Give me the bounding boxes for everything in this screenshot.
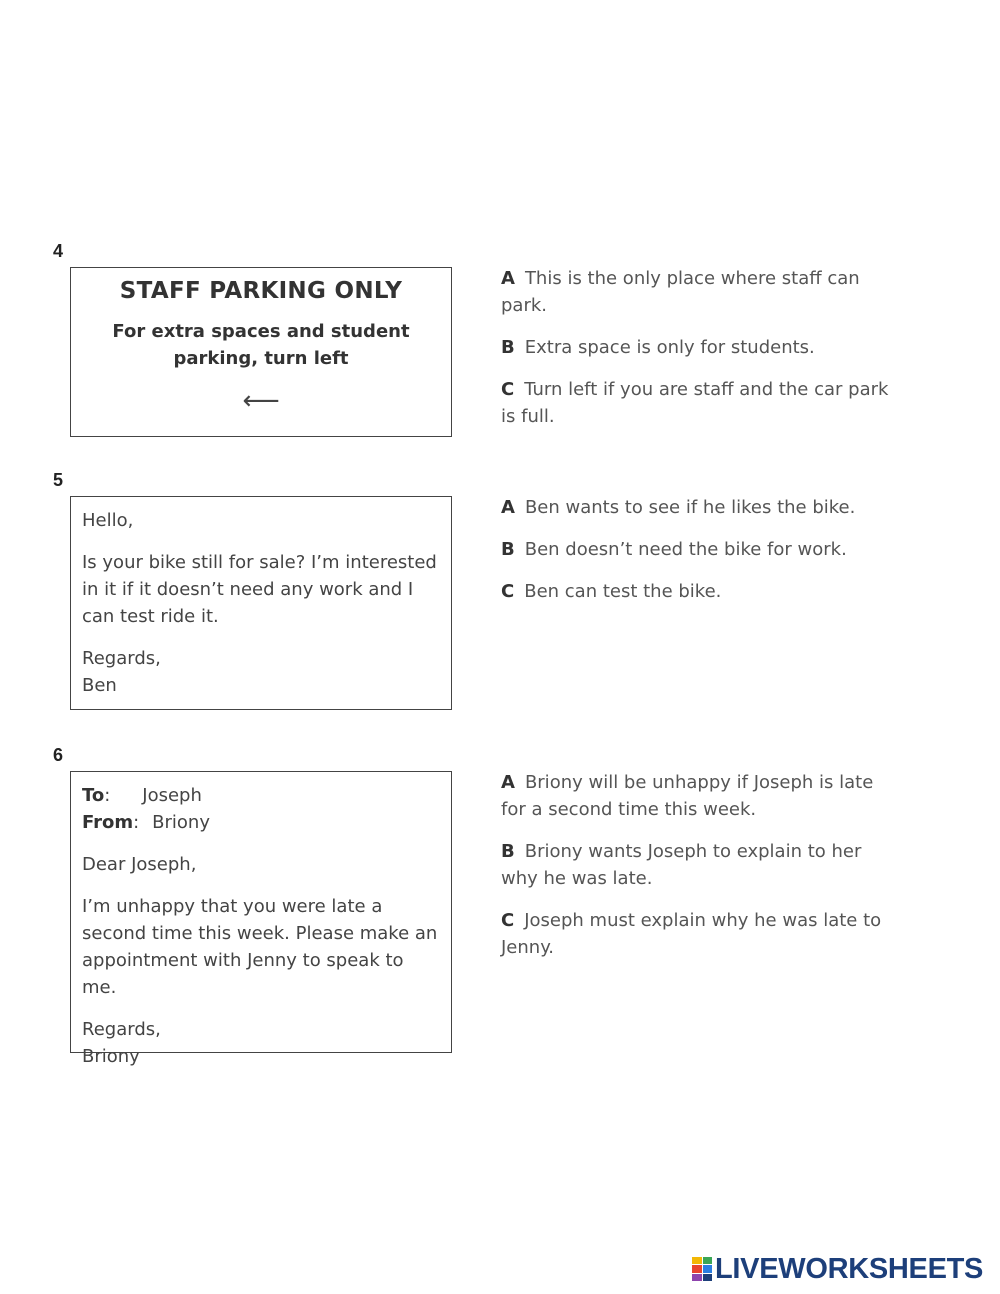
logo-square: [703, 1274, 713, 1281]
option-letter: B: [501, 539, 515, 560]
message-signature: Ben: [82, 675, 117, 696]
option-text: Ben can test the bike.: [524, 581, 722, 602]
option-text: This is the only place where staff can park.: [501, 268, 860, 316]
message-signoff: [82, 1016, 441, 1070]
message-greeting: Hello,: [82, 510, 134, 531]
option-text: Ben wants to see if he likes the bike.: [524, 497, 856, 518]
option-text: Extra space is only for students.: [524, 337, 815, 358]
option-text: Briony will be unhappy if Joseph is late for a second time this week.: [501, 772, 874, 820]
memo-from-line: [82, 809, 441, 836]
option-4a[interactable]: [501, 265, 901, 319]
message-greeting: Dear Joseph,: [82, 854, 197, 875]
option-letter: B: [501, 841, 515, 862]
logo-text: LIVEWORKSHEETS: [715, 1252, 984, 1285]
option-letter: C: [501, 379, 515, 400]
options-question-6: [501, 769, 901, 976]
sign-subtitle-line1: For extra spaces and student: [112, 321, 410, 342]
option-4c[interactable]: [501, 376, 901, 430]
message-signature: Briony: [82, 1046, 140, 1067]
memo-to-colon: :: [104, 785, 111, 806]
option-letter: B: [501, 337, 515, 358]
option-letter: C: [501, 910, 515, 931]
option-letter: C: [501, 581, 515, 602]
liveworksheets-logo[interactable]: [692, 1252, 983, 1286]
memo-from-colon: :: [133, 812, 140, 833]
option-5b[interactable]: [501, 536, 901, 563]
memo-to-label: To: [82, 785, 105, 806]
option-6c[interactable]: [501, 907, 901, 961]
options-question-4: [501, 265, 901, 445]
option-5a[interactable]: [501, 494, 901, 521]
logo-square: [692, 1265, 702, 1272]
sign-title: STAFF PARKING ONLY: [119, 278, 403, 304]
sign-subtitle: [71, 318, 451, 372]
memo-to-line: [82, 782, 441, 809]
option-6a[interactable]: [501, 769, 901, 823]
option-text: Briony wants Joseph to explain to her why he was late.: [501, 841, 862, 889]
memo-message: [70, 771, 452, 1067]
message-body: I’m unhappy that you were late a second time this week. Please make an appointment with Jenny to speak to me.: [82, 896, 438, 998]
message-body: Is your bike still for sale? I’m interested in it if it doesn’t need any work and I can test ride it.: [82, 552, 437, 627]
memo-from-value: Briony: [152, 812, 210, 833]
message-signoff: [82, 645, 441, 699]
question-number-6: 6: [53, 745, 64, 765]
option-letter: A: [501, 268, 515, 289]
option-letter: A: [501, 497, 515, 518]
logo-square: [692, 1274, 702, 1281]
memo-to-value: Joseph: [142, 785, 202, 806]
option-5c[interactable]: [501, 578, 901, 605]
parking-sign: [70, 267, 452, 437]
bike-message: [70, 496, 452, 710]
sign-subtitle-line2: parking, turn left: [173, 348, 349, 369]
option-text: Ben doesn’t need the bike for work.: [524, 539, 847, 560]
liveworksheets-logo-icon: [692, 1257, 712, 1281]
option-letter: A: [501, 772, 515, 793]
logo-square: [692, 1257, 702, 1264]
left-arrow-icon: ⟵: [242, 386, 280, 416]
memo-header: [82, 782, 441, 836]
question-number-4: 4: [53, 241, 64, 261]
memo-from-label: From: [82, 812, 134, 833]
question-number-5: 5: [53, 470, 64, 490]
logo-square: [703, 1257, 713, 1264]
option-text: Turn left if you are staff and the car park is full.: [501, 379, 889, 427]
message-closing: Regards,: [82, 648, 161, 669]
option-text: Joseph must explain why he was late to Jenny.: [501, 910, 882, 958]
logo-square: [703, 1265, 713, 1272]
option-6b[interactable]: [501, 838, 901, 892]
message-closing: Regards,: [82, 1019, 161, 1040]
options-question-5: [501, 494, 901, 620]
option-4b[interactable]: [501, 334, 901, 361]
